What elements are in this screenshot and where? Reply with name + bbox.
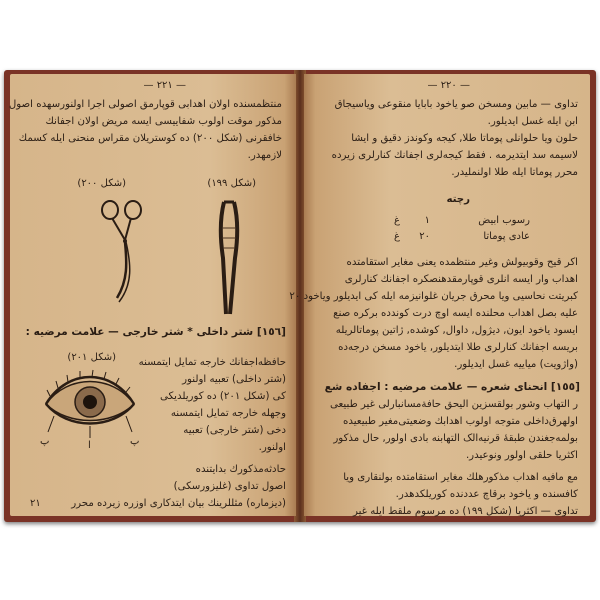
left-side-line: وجهله خارجه تمایل ایتمسنه [170,408,286,419]
fig-200-caption: (شکل ٢٠٠) [77,178,126,189]
left-text-line: مذکور موقت اولوب شفاییسی ایسه مریض اولان اجفانك [45,116,282,127]
left-section-heading: [١٥٦] شتر داخلی * شتر خارجی — علامت مرضیه : [25,326,286,338]
left-side-line: کی (شکل ٢٠١) ده کوریلدیکی [160,391,286,402]
right-text-line: ابن ایله غسل ایدیلور. [487,116,578,127]
right-closing-line: تداوی — اکثریا (شکل ١٩٩) ده مرسوم ملقط ایله غیر [352,506,578,517]
curved-scissors-illustration [95,198,155,308]
left-text-line: لازمهدر. [247,150,282,161]
right-text-line: لاسیمه سد ایتدیرمه . فقط کیجه‌لری اجفانك کنارلری زیرده [331,150,578,161]
right-para-line: (واژویت) میاییه غسل ایدیلور. [454,359,578,370]
right-section-line: اکثریا حلقی اولور ونوعیدر. [465,450,578,461]
left-text-line: منتظمسنده اولان اهدابی قوپارمق اصولی اجرا اولنورسهده اصول [8,99,282,110]
right-section-line: اولهرق‌داخلی متوجه اولوب اهدابك وضعیتی‌مغیر طبیعیده [343,416,578,427]
right-closing-line: کافسنده و یاخود برقاچ عددنده کوریلکدهدر. [395,489,578,500]
fig-199-caption: (شکل ١٩٩) [207,178,256,189]
right-para-line: اهداب وار ایسه انلری قوپارمقدهنصکره اجفانك کنارلری [344,274,578,285]
fig-201-label-left: پ [40,436,50,447]
recipe-item-name: عادی پوماتا [483,231,530,242]
forceps-illustration [210,198,250,318]
fig-201-caption: (شکل ٢٠١) [67,352,116,363]
left-bottom-line: حادثه‌مذکورك بدایتنده [195,464,286,475]
left-page [10,74,296,516]
right-page [289,74,590,517]
right-para-line: علیه بصل اهداب محلنده ایسه اوچ درت کوندده برکره صنع [333,308,578,319]
fig-201-label-right: پ [130,436,140,447]
left-text-line: خافقرنی (شکل ٢٠٠) ده کوستریلان مقراس منحنی ایله کسمك [18,133,282,144]
left-side-line: دخی (شتر خارجی) تعبیه [183,425,286,436]
right-para-line: بریسه اجفانك کنارلری طلا ایتدیلور, یاخود مسخن درجه‌ده [338,342,578,353]
left-bottom-line: (دیزماره) مثللرینك بیان ایتدکاری اوزره زیرده محرر [71,498,286,509]
recipe-item-name: رسوب ابیض [478,215,530,226]
fig-201-label-center: ا [88,440,91,451]
recipe-item-qty: ١ [424,215,430,226]
right-text-line: تداوی — مابین ومسخن صو یاخود بابایا منقوعی ویاسیجاق [334,99,578,110]
right-para-line: ایسود یاخود ایون, دیژول, داوال, کوشده, ژاتین پوماتالریله [335,325,578,336]
left-side-line: اولنور. [258,442,286,453]
recipe-title: رچته [446,194,470,205]
right-closing-line: مع مافیه اهداب مذکورهلك مغایر استقامتده بولنقاری ویا [343,472,578,483]
left-page-number: — ٢٢١ — [143,80,186,91]
left-footer-number: ٢١ [30,498,41,509]
right-para-line: کبریتت نحاسیی ویا محرق جریان غلوانیزمه ایله کی ایدیلور ویاخود ٢٠ [289,291,578,302]
right-section-heading: [١٥٥] انحنای شعره — علامت مرضیه : اجفاده شع [324,381,580,393]
right-para-line: اکر قیح وقوبیولش وغیر منتظمده یعنی مغایر استقامتده [346,257,578,268]
eye-illustration [40,368,140,448]
book-spread [4,70,596,522]
right-section-line: ر التهاب وشور بولقسزین الیحق حافة‌مسانبارلی غیر طبیعی [330,399,578,410]
left-bottom-line: اصول تداوی (غلیزورسکی) [173,481,286,492]
left-side-line: حافظه‌اجفانك خارجه تمایل ایتمسنه [138,357,286,368]
right-text-line: محرر پوماتا ایله طلا اولنملیدر. [451,167,578,178]
recipe-item-unit: غ [394,231,400,242]
right-page-number: — ٢٢٠ — [427,80,470,91]
right-text-line: حلون ویا حلوانلی پوماتا طلا, کیجه وکوندز دقیق و ایشا [351,133,578,144]
right-section-line: بولمه‌جغندن طبقهٔ قرنیه‌الک التهابنه بادی اولور, حال مذکور [333,433,578,444]
recipe-item-unit: غ [394,215,400,226]
recipe-item-qty: ٢٠ [419,231,430,242]
left-side-line: (شتر داخلی) تعبیه اولنور [182,374,286,385]
